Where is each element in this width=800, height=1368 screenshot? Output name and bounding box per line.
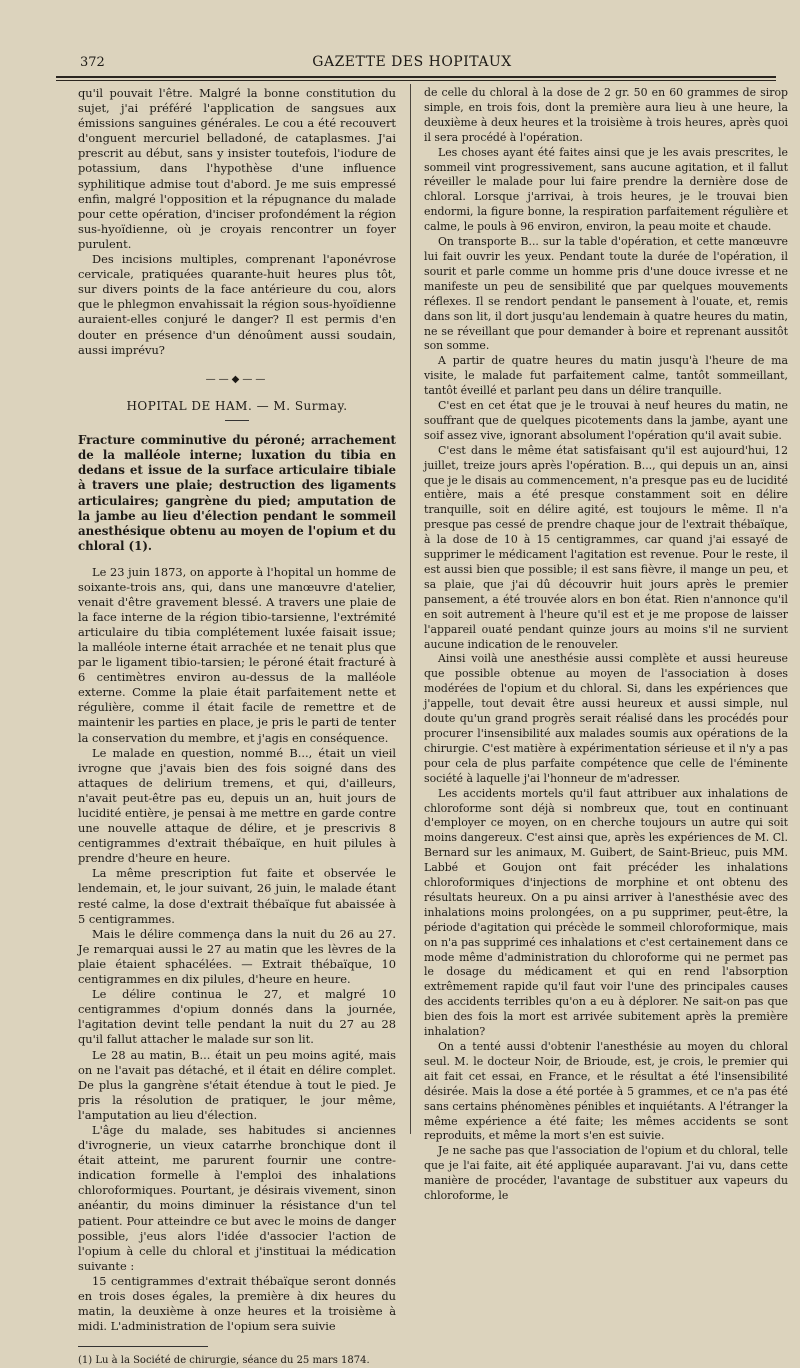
right-column [424, 86, 788, 1204]
footnote: (1) Lu à la Société de chirurgie, séance du 25 mars 1874. [78, 1355, 370, 1367]
header-rule-thin [56, 80, 776, 81]
footnote-rule [78, 1346, 208, 1347]
running-title: GAZETTE DES HOPITAUX [312, 54, 512, 70]
page-number: 372 [80, 55, 105, 70]
left-column [78, 86, 396, 1368]
paragraph: L'âge du malade, ses habitudes si anciennes d'ivrognerie, un vieux catarrhe bronchique dont il était atteint, me parurent fournir une contre-indication formelle à l'emploi des inhalations chloroformiques. Pourtant, je désirais vivement, sinon anéantir, du moins diminuer la résistance d'un tel patient. Pour atteindre ce but avec le moins de danger possible, j'eus alors l'idée d'associer l'action de l'opium à celle du chloral et j'instituai la médication suivante : [78, 1122, 396, 1273]
paragraph: La même prescription fut faite et observée le lendemain, et, le jour suivant, 26 juin, le malade étant resté calme, la dose d'extrait thébaïque fut abaissée à 5 centigrammes. [78, 866, 396, 926]
paragraph: Mais le délire commença dans la nuit du 26 au 27. Je remarquai aussi le 27 au matin que les lèvres de la plaie étaient sphacélées. — Extrait thébaïque, 10 centigrammes en dix pilules, d'heure en heure. [78, 926, 396, 987]
paragraph: Les choses ayant été faites ainsi que je les avais prescrites, le sommeil vint progressivement, sans aucune agitation, et il fallut réveiller le malade pour lui faire prendre la dernière dose de chloral. Lorsque j'arrivai, à trois heures, je le trouvai bien endormi, la figure bonne, la respiration parfaitement régulière et calme, le pouls à 96 environ, environ, la peau moite et chaude. [424, 145, 788, 234]
paragraph: Ainsi voilà une anesthésie aussi complète et aussi heureuse que possible obtenue au moyen de l'association à doses modérées de l'opium et du chloral. Si, dans les expériences que j'appelle, tout devait être aussi heureux et aussi simple, nul doute qu'un grand progrès serait réalisé dans les procédés pour procurer l'insensibilité aux malades soumis aux opérations de la chirurgie. C'est matière à expérimentation sérieuse et il n'y a pas pour cela de plus parfaite compétence que celle de l'éminente société à laquelle j'ai l'honneur de m'adresser. [424, 652, 788, 785]
paragraph: On a tenté aussi d'obtenir l'anesthésie au moyen du chloral seul. M. le docteur Noir, de Brioude, est, je crois, le premier qui ait fait cet essai, en France, et le résultat a été l'insensibilité désirée. Mais la dose a été portée à 5 grammes, et ce n'a pas été sans certains phénomènes pénibles et inquiétants. A l'étranger la même expérience a été faite; les mêmes accidents se sont reproduits, et même la mort s'en est suivie. [424, 1040, 788, 1143]
paragraph: C'est dans le même état satisfaisant qu'il est aujourd'hui, 12 juillet, treize jours après l'opération. B..., qui depuis un an, ainsi que je le disais au commencement, n'a presque pas eu de lucidité entière, mais a été presque constamment soit en délire tranquille, soit en délire agité, est toujours le même. Il n'a presque pas cessé de prendre chaque jour de l'extrait thébaïque, à la dose de 10 à 15 centigrammes, car quand j'ai essayé de supprimer le médicament l'agitation est revenue. Pour le reste, il est aussi bien que possible; il est sans fièvre, il mange un peu, et sa plaie, que j'ai dû découvrir huit jours après le premier pansement, a été trouvée alors en bon état. Rien n'annonce qu'il en soit autrement à l'heure qu'il est et je me propose de laisser l'appareil ouaté pendant quinze jours au moins s'il ne survient aucune indication de le renouveler. [424, 443, 788, 651]
paragraph: Le 28 au matin, B... était un peu moins agité, mais on ne l'avait pas détaché, et il était en délire complet. De plus la gangrène s'était étendue à tout le pied. Je pris la résolution de pratiquer, le jour même, l'amputation au lieu d'élection. [78, 1047, 396, 1122]
paragraph: Le malade en question, nommé B..., était un vieil ivrogne que j'avais bien des fois soigné dans des attaques de delirium tremens, et qui, d'ailleurs, n'avait peut-être pas eu, depuis un an, huit jours de lucidité entière, je pensai à me mettre en garde contre une nouvelle attaque de délire, et je prescrivis 8 centigrammes d'extrait thébaïque, en huit pilules à prendre d'heure en heure. [78, 745, 396, 866]
paragraph: Le délire continua le 27, et malgré 10 centigrammes d'opium donnés dans la journée, l'agitation devint telle pendant la nuit du 27 au 28 qu'il fallut attacher le malade sur son lit. [78, 987, 396, 1047]
paragraph: de celle du chloral à la dose de 2 gr. 50 en 60 grammes de sirop simple, en trois fois, dont la première aura lieu à une heure, la deuxième à deux heures et la troisième à trois heures, après quoi il sera procédé à l'opération. [424, 86, 788, 144]
page-header [56, 52, 768, 76]
section-ornament: ——◆—— [205, 373, 269, 385]
paragraph: C'est en cet état que je le trouvai à neuf heures du matin, ne souffrant que de quelques picotements dans la jambe, ayant une soif assez vive, ignorant absolument l'opération qu'il avait subie. [424, 399, 788, 442]
paragraph: Je ne sache pas que l'association de l'opium et du chloral, telle que je l'ai faite, ait été appliquée auparavant. J'ai vu, dans cette manière de procéder, l'avantage de substituer aux vapeurs du chloroforme, le [424, 1144, 788, 1203]
case-title: Fracture comminutive du péroné; arrachement de la malléole interne; luxation du tibia en dedans et issue de la surface articulaire tibiale à travers une plaie; destruction des ligaments articulaires; gangrène du pied; amputation de la jambe au lieu d'élection pendant le sommeil anesthésique obtenu au moyen de l'opium et du chloral (1). [78, 432, 396, 554]
paragraph: Les accidents mortels qu'il faut attribuer aux inhalations de chloroforme sont déjà si nombreux que, tout en continuant d'employer ce moyen, on en cherche toujours un autre qui soit moins dangereux. C'est ainsi que, après les expériences de M. Cl. Bernard sur les animaux, M. Guibert, de Saint-Brieuc, puis MM. Labbé et Goujon ont fait précéder les inhalations chloroformiques d'injections de morphine et ont obtenu des résultats heureux. On a pu ainsi arriver à l'anesthésie avec des inhalations moins prolongées, on a pu supprimer, peut-être, la période d'agitation qui précède le sommeil chloroformique, mais on n'a pas supprimé ces inhalations et c'est certainement dans ce mode même d'administration du chloroforme qui ne permet pas le dosage du médicament et qui en rend l'absorption extrêmement rapide qu'il faut voir l'une des principales causes des accidents terribles qu'on a eu à déplorer. Ne sait-on pas que bien des fois la mort est arrivée subitement après la première inhalation? [424, 786, 788, 1039]
paragraph: qu'il pouvait l'être. Malgré la bonne constitution du sujet, j'ai préféré l'application de sangsues aux émissions sanguines générales. Le cou a été recouvert d'onguent mercuriel belladoné, de cataplasmes. J'ai prescrit au début, sans y insister toutefois, l'iodure de potassium, dans l'hypothèse d'une influence syphilitique admise tout d'abord. Je me suis empressé enfin, malgré l'opposition et la répugnance du malade pour cette opération, d'inciser profondément la région sus-hyoïdienne, où je croyais rencontrer un foyer purulent. [78, 86, 396, 251]
hospital-heading: HOPITAL DE HAM. — M. Surmay. [126, 398, 348, 413]
paragraph: Des incisions multiples, comprenant l'aponévrose cervicale, pratiquées quarante-huit heures plus tôt, sur divers points de la face antérieure du cou, alors que le phlegmon envahissait la région sous-hyoïdienne auraient-elles conjuré le danger? Il est permis d'en douter en présence d'un dénoûment aussi soudain, aussi imprévu? [78, 252, 396, 357]
paragraph: 15 centigrammes d'extrait thébaïque seront donnés en trois doses égales, la première à dix heures du matin, la deuxième à onze heures et la troisième à midi. L'administration de l'opium sera suivie [78, 1273, 396, 1334]
header-rule [56, 76, 776, 78]
paragraph: A partir de quatre heures du matin jusqu'à l'heure de ma visite, le malade fut parfaitement calme, tantôt sommeillant, tantôt éveillé et parlant peu dans un délire tranquille. [424, 354, 788, 398]
paragraph: Le 23 juin 1873, on apporte à l'hopital un homme de soixante-trois ans, qui, dans une manœuvre d'atelier, venait d'être gravement blessé. A travers une plaie de la face interne de la région tibio-tarsienne, l'extrémité articulaire du tibia complétement luxée faisait issue; la malléole interne était arrachée et ne tenait plus que par le ligament tibio-tarsien; le péroné était fracturé à 6 centimètres environ au-dessus de la malléole externe. Comme la plaie était parfaitement nette et régulière, comme il était facile de remettre et de maintenir les parties en place, je pris le parti de tenter la conservation du membre, et j'agis en conséquence. [78, 564, 396, 745]
paragraph: On transporte B... sur la table d'opération, et cette manœuvre lui fait ouvrir les yeux. Pendant toute la durée de l'opération, il sourit et parle comme un homme pris d'une douce ivresse et ne manifeste un peu de sensibilité que par quelques mouvements réflexes. Il se rendort pendant le pansement à l'ouate, et, remis dans son lit, il dort jusqu'au lendemain à quatre heures du matin, ne se réveillant que pour demander à boire et reprenant aussitôt son somme. [424, 235, 788, 353]
heading-rule [225, 420, 249, 421]
column-divider [410, 84, 411, 1134]
